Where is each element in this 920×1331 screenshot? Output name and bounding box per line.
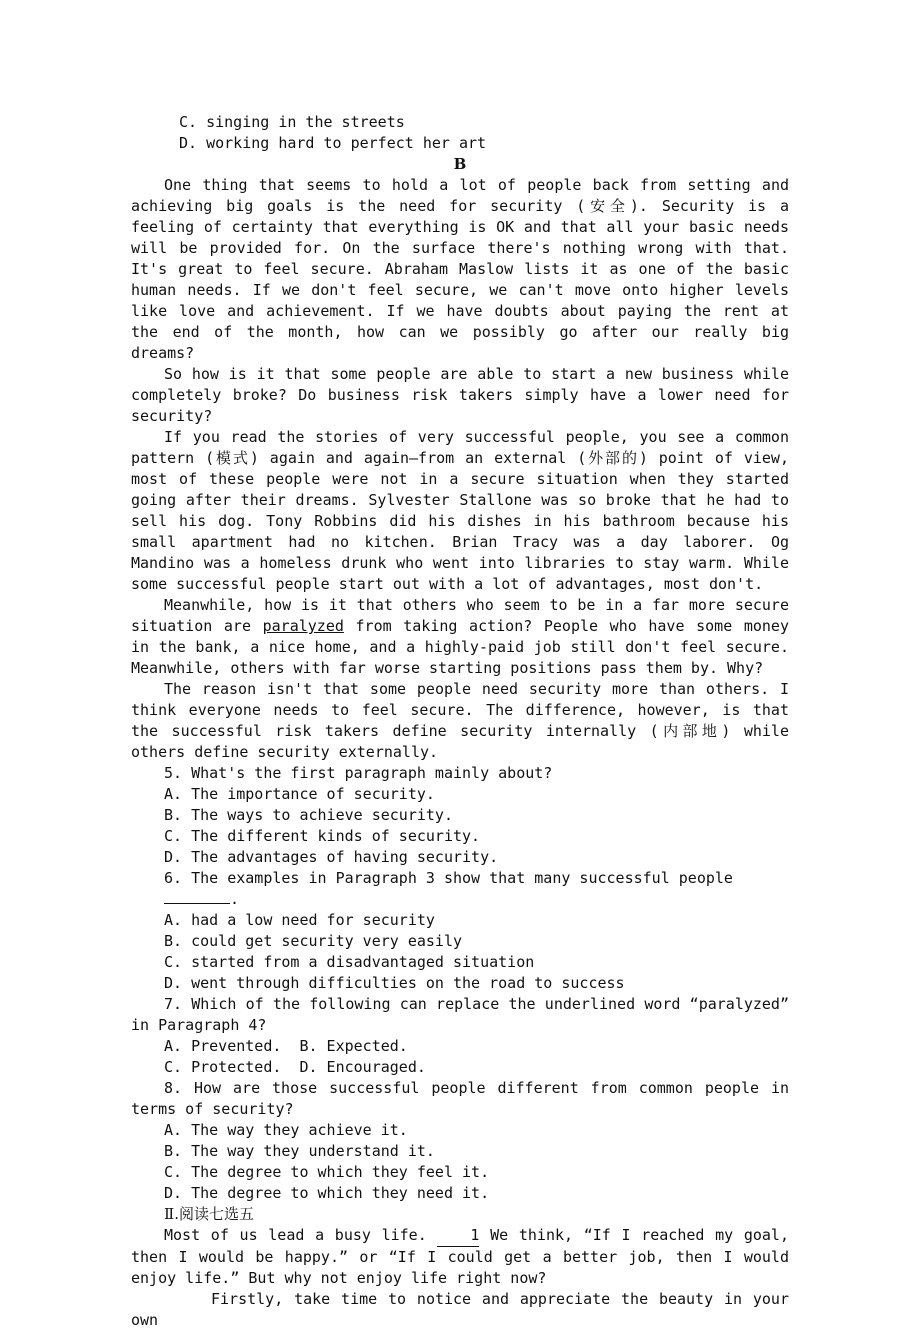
question-6-option-c: C. started from a disadvantaged situation [164, 953, 535, 971]
question-5-option-a: A. The importance of security. [164, 785, 435, 803]
question-8-option-d: D. The degree to which they need it. [164, 1184, 490, 1202]
question-6-option-b: B. could get security very easily [164, 932, 463, 950]
question-8-option-c: C. The degree to which they feel it. [164, 1163, 490, 1181]
section-2-paragraph-2: Firstly, take time to notice and appreciate the beauty in your own [131, 1290, 789, 1329]
passage-paragraph-2: So how is it that some people are able to start a new business while completely broke? Do business risk takers simply have a lower need for security? [131, 365, 789, 425]
question-5-option-c: C. The different kinds of security. [164, 827, 481, 845]
question-7-options-cd: C. Protected. D. Encouraged. [164, 1058, 426, 1076]
paragraph-4-end: from taking action? People who have some money in the bank, a nice home, and a highly-paid job still don't feel secure. Meanwhile, others with far worse starting positions pass them by. Why? [131, 617, 789, 677]
option-c: C. singing in the streets [179, 113, 405, 131]
section-2-end: We think, “If I reached my goal, then I would be happy.” or “If I could get a better job, then I would enjoy life.” But why not enjoy life right now? [131, 1226, 789, 1287]
question-7-options-ab: A. Prevented. B. Expected. [164, 1037, 408, 1055]
question-5-option-d: D. The advantages of having security. [164, 848, 499, 866]
question-6-option-d: D. went through difficulties on the road to success [164, 974, 625, 992]
paragraph-4-start: Meanwhile, how is it that others who seem to be in a far more secure situation are [131, 596, 789, 635]
passage-paragraph-3: If you read the stories of very successful people, you see a common pattern (模式) again and again—from an external (外部的) point of view, most of these people were not in a secure situation when they started going after their dreams. Sylvester Stallone was so broke that he had to sell his dog. Tony Robbins did his dishes in his bathroom because his small apartment had no kitchen. Brian Tracy was a day laborer. Og Mandino was a homeless drunk who went into libraries to stay warm. While some successful people start out with a lot of advantages, most don't. [131, 428, 789, 593]
section-2-start: Most of us lead a busy life. [164, 1226, 438, 1244]
question-8-option-a: A. The way they achieve it. [164, 1121, 408, 1139]
document-page [131, 112, 789, 1331]
question-8-option-b: B. The way they understand it. [164, 1142, 435, 1160]
passage-paragraph-1: One thing that seems to hold a lot of people back from setting and achieving big goals is the need for security (安全). Security is a feeling of certainty that everything is OK and that all your basic needs will be provided for. On the surface there's nothing wrong with that. It's great to feel secure. Abraham Maslow lists it as one of the basic human needs. If we don't feel secure, we can't move onto higher levels like love and achievement. If we have doubts about paying the rent at the end of the month, how can we possibly go after our really big dreams? [131, 176, 789, 362]
passage-paragraph-5: The reason isn't that some people need security more than others. I think everyone needs to feel secure. The difference, however, is that the successful risk takers define security internally (内部地) while others define security externally. [131, 680, 789, 761]
question-8-stem: 8. How are those successful people different from common people in terms of security? [131, 1079, 789, 1118]
section-2-paragraph-1 [131, 1225, 789, 1289]
question-6-end: . [230, 890, 240, 908]
question-6-text: 6. The examples in Paragraph 3 show that many successful people [164, 869, 733, 887]
question-6-stem [131, 868, 789, 910]
passage-paragraph-4 [131, 595, 789, 679]
section-2-heading: Ⅱ.阅读七选五 [164, 1205, 254, 1223]
underlined-word: paralyzed [262, 617, 344, 635]
question-5-option-b: B. The ways to achieve security. [164, 806, 453, 824]
answer-blank [164, 889, 230, 904]
question-7-stem: 7. Which of the following can replace the underlined word “paralyzed” in Paragraph 4? [131, 995, 789, 1034]
option-d: D. working hard to perfect her art [179, 134, 487, 152]
question-5-stem: 5. What's the first paragraph mainly about? [164, 764, 553, 782]
passage-heading: B [453, 155, 467, 173]
blank-1: 1 [437, 1225, 479, 1247]
question-6-option-a: A. had a low need for security [164, 911, 435, 929]
